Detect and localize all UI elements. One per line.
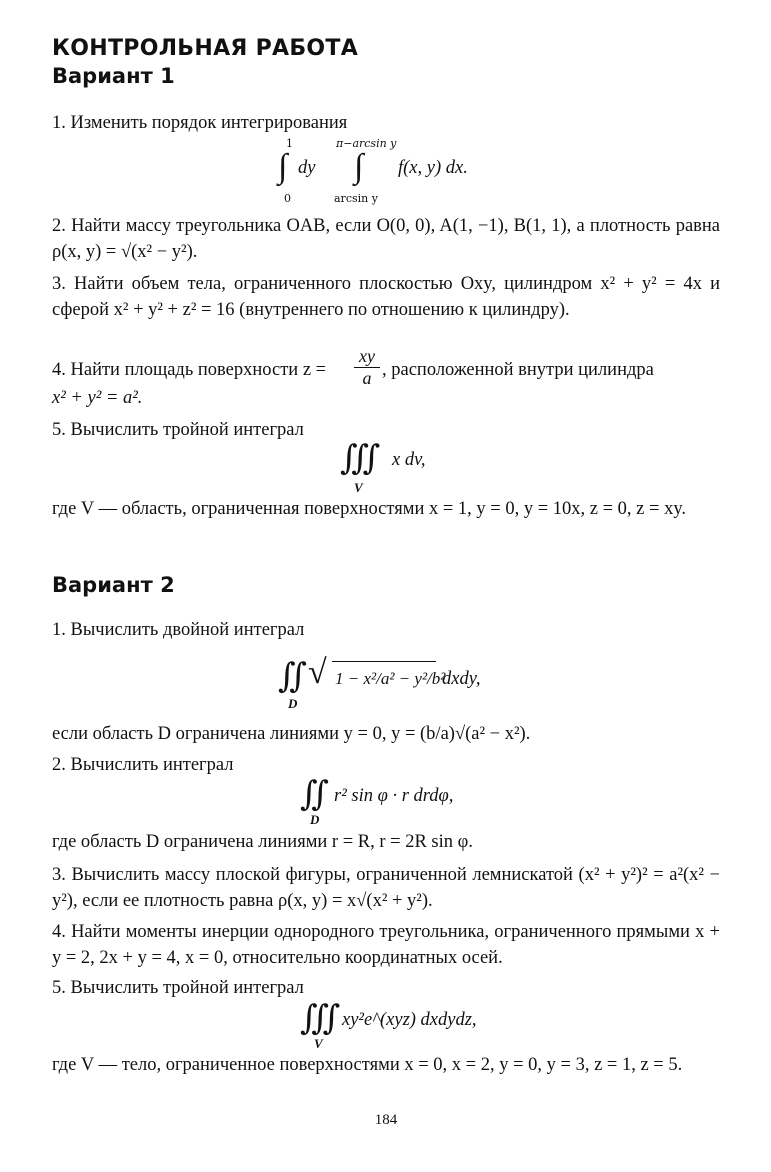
- region-label: D: [310, 812, 320, 827]
- v2-task-5-region: где V — тело, ограниченное поверхностями x = 0, x = 2, y = 0, y = 3, z = 1, z = 5.: [52, 1055, 683, 1075]
- inner-upper-limit: π−arcsin y: [336, 137, 397, 150]
- v2-task-2-region: где область D ограничена линиями r = R, r = 2R sin φ.: [52, 832, 473, 852]
- v2-task-1-region: если область D ограничена линиями y = 0, y = (b/a)√(a² − x²).: [52, 724, 531, 744]
- v1-task-3: 3. Найти объем тела, ограниченного плоскостью Oxy, цилиндром x² + y² = 4x и сферой x² + y² + z² = 16 (внутреннего по отношению к цилиндру).: [52, 274, 720, 320]
- inner-lower-limit: arcsin y: [334, 192, 378, 205]
- radicand: 1 − x²/a² − y²/b²: [335, 669, 446, 688]
- variant-1-heading: Вариант 1: [52, 64, 175, 88]
- v2-task-4: 4. Найти моменты инерции однородного треугольника, ограниченного прямыми x + y = 2, 2x + y = 4, x = 0, относительно координатных осей.: [52, 922, 720, 968]
- v1-task-4-cylinder: x² + y² = a².: [52, 388, 143, 408]
- v2-task-3: 3. Вычислить массу плоской фигуры, ограниченной лемнискатой (x² + y²)² = a²(x² − y²), если ее плотность равна ρ(x, y) = x√(x² + y²).: [52, 865, 720, 911]
- page-title: КОНТРОЛЬНАЯ РАБОТА: [52, 36, 359, 61]
- outer-lower-limit: 0: [284, 192, 291, 205]
- v2-task-2: 2. Вычислить интеграл: [52, 755, 234, 775]
- page-number: 184: [374, 1112, 398, 1128]
- v1-task-4-rest: , расположенной внутри цилиндра: [382, 360, 654, 380]
- variant-2-heading: Вариант 2: [52, 573, 175, 597]
- region-label: V: [314, 1036, 323, 1051]
- integrand: r² sin φ · r drdφ,: [334, 786, 454, 806]
- v1-task-5-region: где V — область, ограниченная поверхностями x = 1, y = 0, y = 10x, z = 0, z = xy.: [52, 499, 686, 519]
- outer-differential: dy: [298, 158, 316, 178]
- integrand: x dv,: [392, 450, 426, 470]
- outer-upper-limit: 1: [286, 137, 293, 150]
- sqrt-sign: √: [308, 654, 327, 691]
- integral-sign: ∫: [278, 148, 288, 185]
- region-label: D: [288, 696, 298, 711]
- differential: dxdy,: [442, 669, 481, 689]
- fraction-denominator: a: [354, 367, 380, 389]
- fraction-xy-over-a: [354, 346, 380, 389]
- integral-sign: ∫: [354, 148, 364, 185]
- v1-task-4-start: 4. Найти площадь поверхности z =: [52, 360, 327, 380]
- integrand: f(x, y) dx.: [398, 158, 468, 178]
- v1-task-5: 5. Вычислить тройной интеграл: [52, 420, 304, 440]
- triple-integral-sign: ∭: [340, 440, 381, 477]
- triple-integral-sign: ∭: [300, 1000, 341, 1037]
- double-integral-sign: ∬: [278, 658, 307, 695]
- radical-bar: [332, 661, 436, 662]
- v2-task-1: 1. Вычислить двойной интеграл: [52, 620, 305, 640]
- v2-task-5: 5. Вычислить тройной интеграл: [52, 978, 304, 998]
- v1-task-2: 2. Найти массу треугольника OAB, если O(0, 0), A(1, −1), B(1, 1), а плотность равна ρ(x, y) = √(x² − y²).: [52, 216, 720, 262]
- v1-task-1: 1. Изменить порядок интегрирования: [52, 113, 348, 133]
- fraction-numerator: xy: [359, 346, 375, 366]
- integrand: xy²e^(xyz) dxdydz,: [342, 1010, 477, 1030]
- region-label: V: [354, 480, 363, 495]
- double-integral-sign: ∬: [300, 776, 329, 813]
